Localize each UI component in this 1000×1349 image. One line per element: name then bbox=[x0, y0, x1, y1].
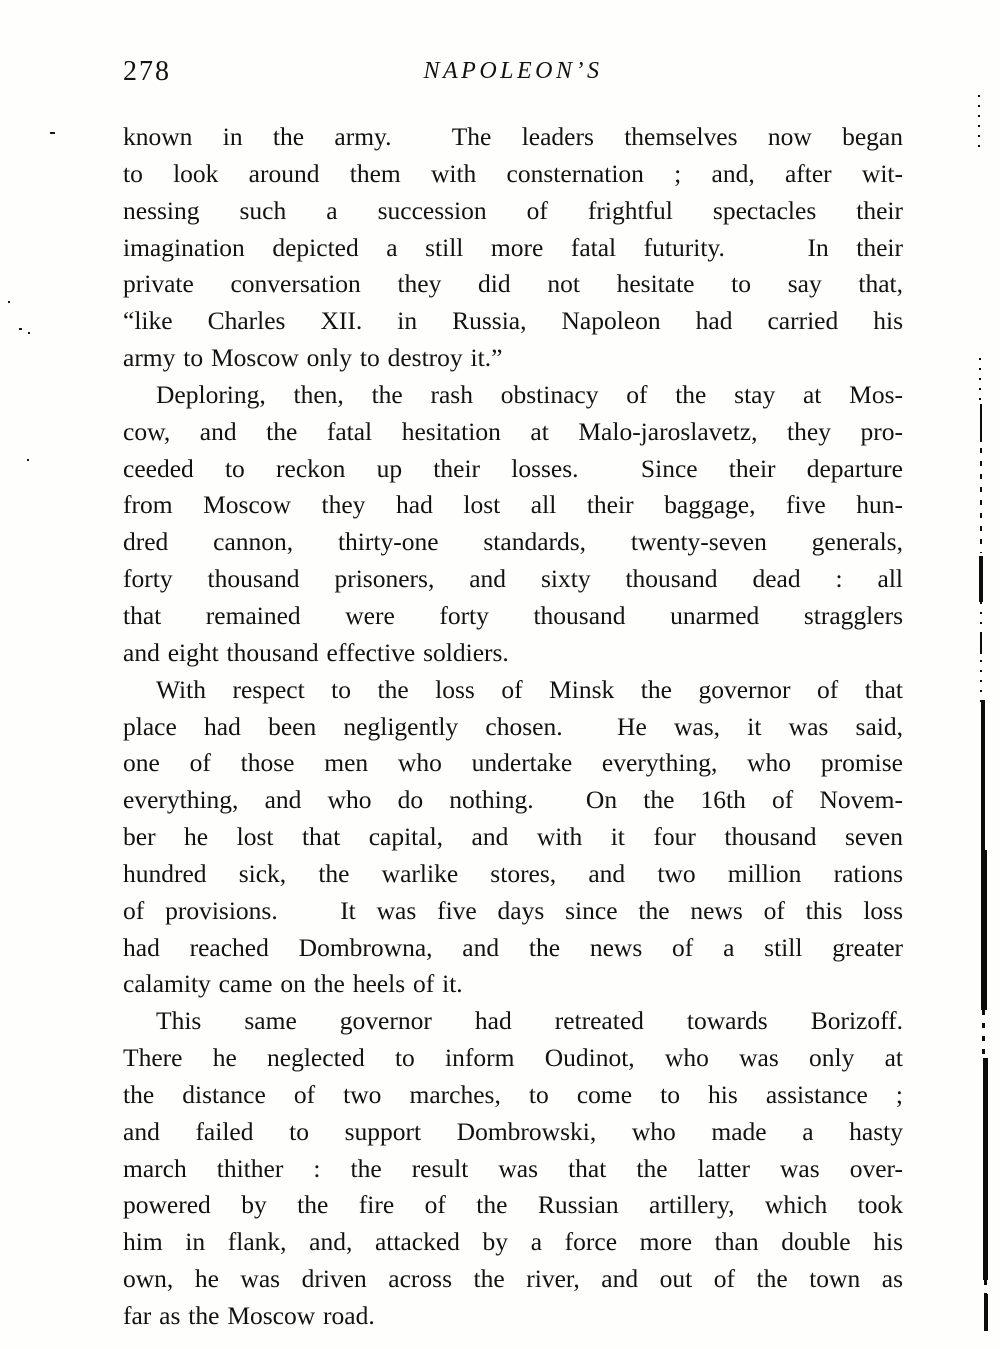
text-line: of provisions. It was five days since the news of this loss bbox=[123, 895, 903, 925]
text-line: dred cannon, thirty-one standards, twenty-seven generals, bbox=[123, 527, 903, 557]
paragraph bbox=[123, 1003, 903, 1335]
text-line: had reached Dombrowna, and the news of a still greater bbox=[123, 932, 903, 962]
text-line: cow, and the fatal hesitation at Malo-jaroslavetz, they pro- bbox=[123, 416, 903, 446]
page-number: 278 bbox=[123, 56, 171, 87]
scan-speck bbox=[19, 328, 22, 330]
text-line: from Moscow they had lost all their baggage, five hun- bbox=[123, 490, 903, 520]
text-line: Deploring, then, the rash obstinacy of the stay at Mos- bbox=[156, 379, 903, 409]
text-line: This same governor had retreated towards Borizoff. bbox=[156, 1006, 903, 1036]
scan-artifact-right-edge bbox=[980, 602, 982, 632]
text-line: ber he lost that capital, and with it four thousand seven bbox=[123, 822, 903, 852]
text-line: forty thousand prisoners, and sixty thousand dead : all bbox=[123, 564, 903, 594]
text-line: march thither : the result was that the latter was over- bbox=[123, 1153, 903, 1183]
text-line: and eight thousand effective soldiers. bbox=[123, 637, 509, 667]
text-line: ceeded to reckon up their losses. Since their departure bbox=[123, 453, 903, 483]
scan-artifact-right-edge bbox=[980, 632, 982, 654]
text-line: everything, and who do nothing. On the 16th of Novem- bbox=[123, 785, 903, 815]
scan-artifact-right-edge bbox=[981, 850, 987, 1010]
scan-artifact-right-edge bbox=[980, 404, 982, 442]
text-line: place had been negligently chosen. He was, it was said, bbox=[123, 711, 903, 741]
scan-speck bbox=[28, 332, 30, 334]
running-title: NAPOLEON’S bbox=[423, 58, 603, 84]
text-line: imagination depicted a still more fatal futurity. In their bbox=[123, 232, 903, 262]
paragraph bbox=[123, 119, 903, 377]
text-line: army to Moscow only to destroy it.” bbox=[123, 343, 503, 373]
scan-artifact-right-edge bbox=[979, 358, 981, 404]
text-line: the distance of two marches, to come to his assistance ; bbox=[123, 1079, 903, 1109]
text-line: nessing such a succession of frightful spectacles their bbox=[123, 195, 903, 225]
scan-artifact-right-edge bbox=[982, 1010, 985, 1058]
scan-artifact-right-edge bbox=[983, 1058, 988, 1280]
text-line: powered by the fire of the Russian artillery, which took bbox=[123, 1190, 903, 1220]
scan-speck bbox=[8, 301, 10, 303]
text-line: far as the Moscow road. bbox=[123, 1301, 375, 1330]
scan-artifact-right-edge bbox=[984, 1294, 988, 1331]
scan-speck bbox=[50, 132, 55, 134]
scan-artifact-right-edge bbox=[980, 660, 982, 702]
paragraph bbox=[123, 377, 903, 672]
text-line: own, he was driven across the river, and out of the town as bbox=[123, 1264, 903, 1294]
scan-artifact-right-edge bbox=[978, 95, 980, 147]
text-line: that remained were forty thousand unarmed stragglers bbox=[123, 600, 903, 630]
text-line: With respect to the loss of Minsk the governor of that bbox=[156, 674, 903, 704]
scan-artifact-right-edge bbox=[981, 700, 985, 850]
text-line: to look around them with consternation ; and, after wit- bbox=[123, 158, 903, 188]
text-line: and failed to support Dombrowski, who made a hasty bbox=[123, 1116, 903, 1146]
page-header bbox=[123, 54, 903, 90]
text-line: calamity came on the heels of it. bbox=[123, 969, 463, 999]
paragraph bbox=[123, 672, 903, 1004]
scan-artifact-right-edge bbox=[984, 1280, 987, 1294]
text-line: There he neglected to inform Oudinot, who was only at bbox=[123, 1043, 903, 1073]
text-line: known in the army. The leaders themselves now began bbox=[123, 122, 903, 151]
text-line: “like Charles XII. in Russia, Napoleon had carried his bbox=[123, 306, 903, 336]
scan-speck bbox=[27, 459, 29, 461]
text-line: one of those men who undertake everything, who promise bbox=[123, 748, 903, 778]
scan-artifact-right-edge bbox=[980, 448, 982, 553]
text-line: hundred sick, the warlike stores, and two million rations bbox=[123, 858, 903, 888]
scan-artifact-right-edge bbox=[979, 556, 983, 602]
text-line: him in flank, and, attacked by a force more than double his bbox=[123, 1227, 903, 1257]
page-body bbox=[123, 119, 903, 1335]
text-line: private conversation they did not hesitate to say that, bbox=[123, 269, 903, 299]
